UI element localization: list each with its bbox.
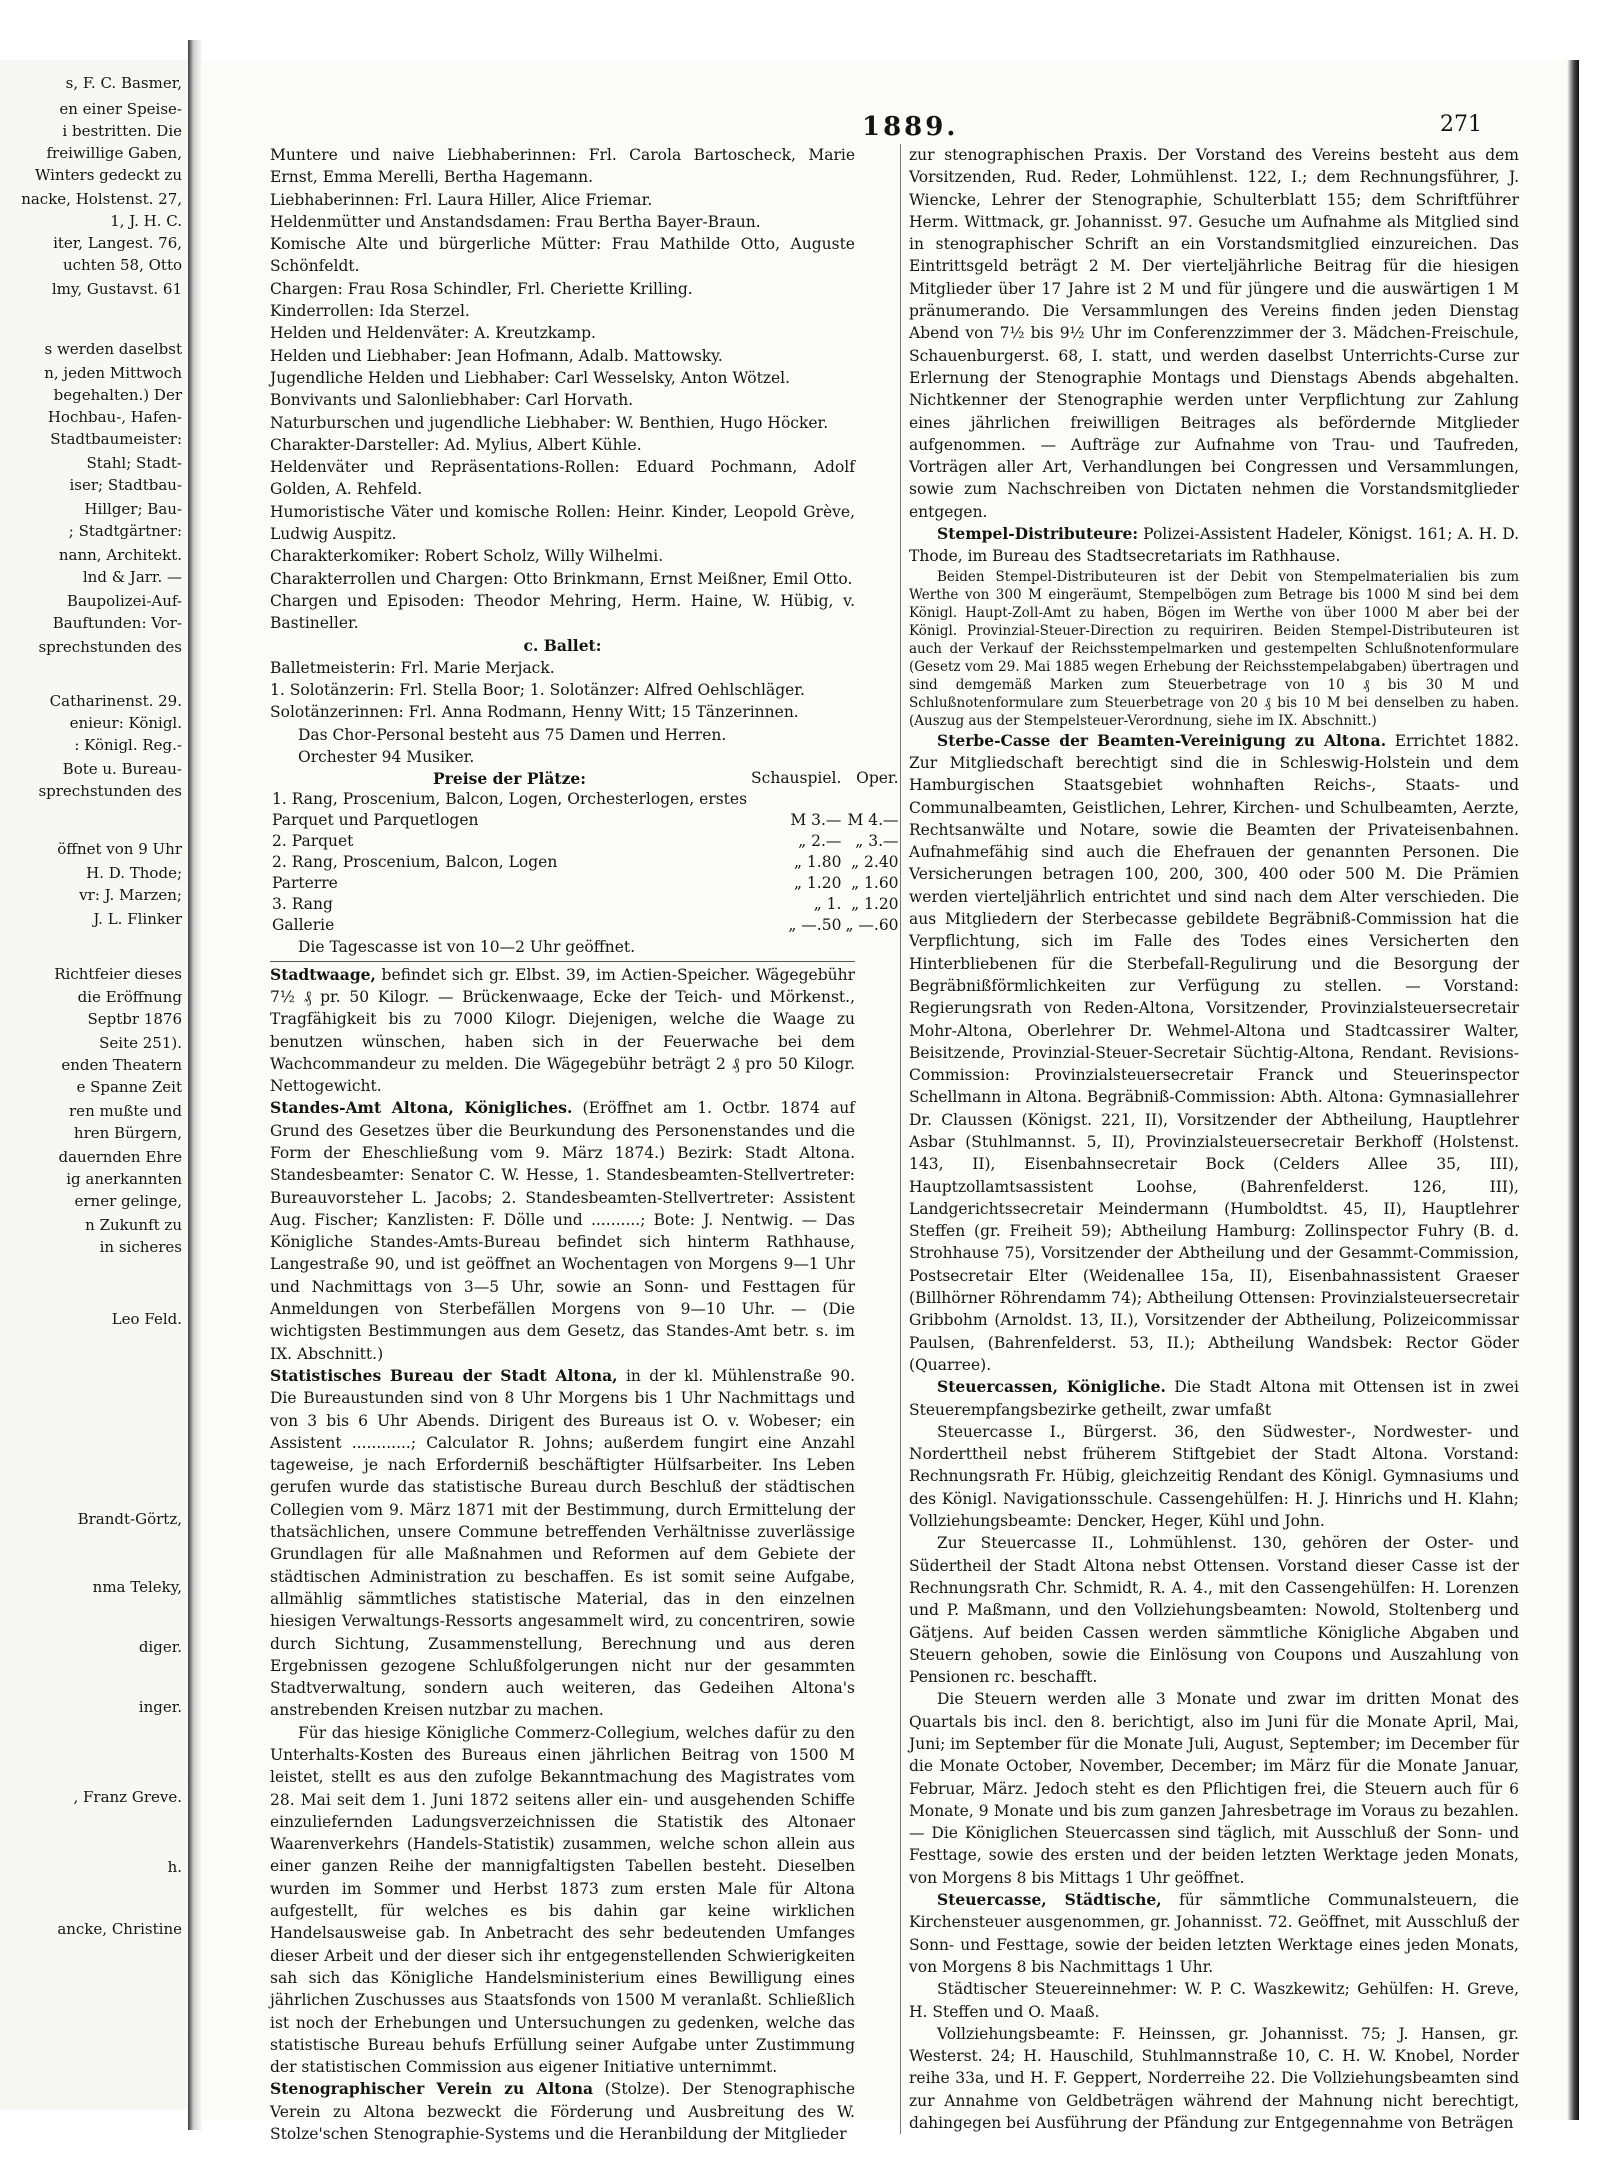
standesamt-title: Standes-Amt Altona, Königliches.: [270, 1098, 573, 1118]
left-page-fragment-line: ren mußte und: [69, 1102, 182, 1120]
price-schauspiel: „ 2.—: [798, 832, 842, 851]
right-page: [202, 60, 1567, 2144]
statistik-body-2: Für das hiesige Königliche Commerz-Collegium, welches dafür zu den Unterhalts-Kosten des Bureaus einen jährlichen Beitrag von 1500 M leistet, stellt es aus den zufolge Bekanntmachung des Magistrates vom 28. Mai seit dem 1. Juni 1872 seitens aller ein- und ausgehenden Schiffe einzuliefernden Ladungsverzeichnissen die Statistik des Altonaer Waarenverkehrs (Handels-Statistik) zusammen, welche schon allein aus einer ganzen Reihe der mannigfaltigsten Tabellen besteht. Dieselben wurden im Sommer und Herbst 1873 zum ersten Male für Altona aufgestellt, für welches es bis dahin gar keine wirklichen Handelsausweise gab. In Anbetracht des sehr bedeutenden Umfanges dieser Arbeit und der dieser sich ihr entgegenstellenden Schwierigkeiten sah sich das Königliche Handelsministerium eines Bewilligung eines jährlichen Zuschusses aus Staatsfonds von 1500 M veranlaßt. Schließlich ist noch der Erhebungen und Untersuchungen zu gedenken, welche das statistische Bureau behufs Erfüllung seiner Aufgabe unter Zustimmung der statistischen Commission aus eigener Initiative unternimmt.: [270, 1723, 855, 2077]
price-footer: Die Tagescasse ist von 10—2 Uhr geöffnet.: [298, 938, 636, 957]
price-oper: M 4.—: [847, 811, 899, 830]
steuercasse-stadt-officers: Vollziehungsbeamte: F. Heinssen, gr. Johannisst. 75; J. Hansen, gr. Westerst. 24; H. Hauschild, Stuhlmannstraße 10, C. H. W. Knobel, Norder reihe 33a, und H. F. Geppert, Norderreihe 22. Die Vollziehungsbeamten sind zur Annahme von Geldbeträgen während der Mahnung nicht berechtigt, dahingegen bei Ausführung der Pfändung zur Entgegennahme von Beträgen: [909, 2024, 1519, 2133]
stadtwaage-entry: [270, 964, 855, 1098]
price-table: [270, 768, 901, 936]
sterbecasse-entry: [909, 730, 1519, 1377]
price-row-label: 2. Parquet: [272, 832, 354, 851]
price-row-label: 1. Rang, Proscenium, Balcon, Logen, Orchesterlogen, erstes: [272, 790, 748, 809]
statistik-title: Statistisches Bureau der Stadt Altona,: [270, 1365, 618, 1385]
cast-line: Charakterrollen und Chargen: Otto Brinkmann, Ernst Meißner, Emil Otto.: [270, 569, 853, 588]
left-page-fragment-line: s werden daselbst: [44, 340, 182, 358]
left-page-fragment-line: Bote u. Bureau-: [62, 760, 182, 778]
stadtwaage-body: befindet sich gr. Elbst. 39, im Actien-Speicher. Wägegebühr 7½ ₰ pr. 50 Kilogr. — Brückenwaage, Ecke der Teich- und Mörkenst., Tragfähigkeit bis zu 7000 Kilogr. Diejenigen, welche die Waage zu benutzen wünschen, haben sich in der Feuerwache bei dem Wachcommandeur zu melden. Die Wägegebühr beträgt 2 ₰ pro 50 Kilogr. Nettogewicht.: [270, 965, 855, 1096]
left-page-fragment-line: Catharinenst. 29.: [49, 692, 182, 710]
left-page-fragment-line: i bestritten. Die: [62, 122, 182, 140]
statistik-body: in der kl. Mühlenstraße 90. Die Bureaustunden sind von 8 Uhr Morgens bis 1 Uhr Nachmittags und von 3 bis 6 Uhr Abends. Dirigent des Bureaus ist O. v. Wobeser; ein Assistent ............; Calculator R. Johns; außerdem fungirt eine Anzahl tageweise, je nach Erforderniß beschäftigter Hülfsarbeiter. Ins Leben gerufen wurde das statistische Bureau durch Beschluß der städtischen Collegien vom 9. März 1871 mit der Bestimmung, durch Ermittelung der thatsächlichen, unsere Commune betreffenden Verhältnisse zuverlässige Grundlagen für alle Maßnahmen und Reformen auf dem Gebiete der städtischen Administration zu beschaffen. Es ist somit seine Aufgabe, allmählig sämmtliches statistische Material, das in den einzelnen hiesigen Verwaltungs-Ressorts angesammelt wird, zu concentriren, sowie durch Sichtung, Zusammenstellung, Berechnung und aus deren Ergebnissen gezogene Schlußfolgerungen nicht nur der gesammten Stadtverwaltung, sondern auch weiteren, das Gedeihen Altona's anstrebenden Kreisen nutzbar zu machen.: [270, 1366, 855, 1720]
left-page-fragment-line: nann, Architekt.: [58, 546, 182, 564]
left-page-fragment-line: die Eröffnung: [77, 988, 182, 1006]
left-page-fragment-line: Hochbau-, Hafen-: [47, 408, 182, 426]
left-column: [270, 144, 899, 2145]
left-page-fragment-line: inger.: [138, 1698, 182, 1716]
left-page-fragment-line: sprechstunden des: [38, 782, 182, 800]
cast-line: Komische Alte und bürgerliche Mütter: Frau Mathilde Otto, Auguste Schönfeldt.: [270, 235, 855, 276]
steuercasse-stadt-body: für sämmtliche Communalsteuern, die Kirchensteuer ausgenommen, gr. Johannisst. 72. Geöffnet, mit Ausschluß der Sonn- und Festtage, sowie der beiden letzten Werktage eines jeden Monats, von Morgens 8 bis Nachmittags 1 Uhr.: [909, 1891, 1519, 1976]
left-page-fragment-line: enden Theatern: [61, 1056, 182, 1074]
sterbecasse-body: Errichtet 1882. Zur Mitgliedschaft berechtigt sind die in Schleswig-Holstein und dem Hamburgischen Staatsgebiet wohnhaften Reichs-, Staats- und Communalbeamten, Geistlichen, Lehrer, Kirchen- und Schulbeamten, Aerzte, Rechtsanwälte und Notare, sowie die Beamten der Privateisenbahnen. Aufnahmefähig sind auch die Ehefrauen der genannten Personen. Die Versicherungen betragen 100, 200, 300, 400 oder 500 M. Die Prämien werden vierteljährlich entrichtet und sind nach dem Alter verschieden. Die aus Mitgliedern der Sterbecasse gebildete Begräbniß-Commission hat die Verpflichtung, sich im Falle des Todes eines Versicherten den Hinterbliebenen für die Sterbefall-Regulirung und die Besorgung der Begräbnißförmlichkeiten zur Verfügung zu stellen. — Vorstand: Regierungsrath von Reden-Altona, Vorsitzender, Provinzialsteuersecretair Mohr-Altona, Oberlehrer Dr. Wehmel-Altona und Stadtcassirer Walter, Beisitzende, Provinzial-Steuer-Secretair Süchtig-Altona, Rendant. Revisions-Commission: Provinzialsteuersecretair Franck und Steuerinspector Schellmann in Altona. Begräbniß-Commission: Abth. Altona: Gymnasiallehrer Dr. Claussen (Königst. 221, II), Vorsitzender der Abtheilung, Hauptlehrer Asbar (Stuhlmannst. 5, II), Provinzialsteuersecretair Berkhoff (Holstenst. 143, II), Eisenbahnsecretair Bock (Celders Allee 35, III), Hauptzollamtsassistent Loohse, (Bahrenfelderst. 126, III), Landgerichtssecretair Meindermann (Humboldtst. 45, II), Hauptlehrer Steffen (gr. Freiheit 59); Abtheilung Hamburg: Zollinspector Fuhry (B. d. Strohhause 75), Vorsitzender der Abtheilung und der Gesammt-Commission, Postsecretair Elter (Weidenallee 15a, II), Eisenbahnassistent Graeser (Billhörner Röhrendamm 74); Abtheilung Ottensen: Provinzialsteuersecretair Gribbohm (Arnoldst. 13, II.), Vorsitzender der Abtheilung, Polizeicommissar Paulsen, (Bahrenfelderst. 53, II.); Abtheilung Wandsbek: Rector Göder (Quarree).: [909, 731, 1520, 1374]
cast-line: Heldenväter und Repräsentations-Rollen: Eduard Pochmann, Adolf Golden, A. Rehfeld.: [270, 458, 855, 499]
standesamt-entry: [270, 1097, 855, 1365]
steuercasse-stadt-title: Steuercasse, Städtische,: [937, 1890, 1162, 1910]
left-page-fragment-line: iter, Langest. 76,: [53, 234, 182, 252]
price-schauspiel: „ 1.20: [793, 874, 842, 893]
left-page-fragment-line: begehalten.) Der: [53, 386, 182, 404]
left-page-fragment-line: lmy, Gustavst. 61: [51, 280, 182, 298]
price-table-header: [270, 768, 901, 789]
price-row-label: 3. Rang: [272, 895, 333, 914]
left-page-fragment-line: Winters gedeckt zu: [35, 166, 182, 184]
cast-line: Bonvivants und Salonliebhaber: Carl Horvath.: [270, 391, 634, 410]
price-schauspiel: „ —.50: [788, 916, 842, 935]
stenograph-title: Stenographischer Verein zu Altona: [270, 2079, 594, 2099]
cast-list: [270, 144, 855, 635]
left-page-fragment-line: Bauftunden: Vor-: [52, 614, 182, 632]
left-page-fragment-line: lnd & Jarr. —: [82, 568, 182, 586]
cast-line: Naturburschen und jugendliche Liebhaber: W. Benthien, Hugo Höcker.: [270, 413, 829, 432]
price-oper: „ 1.20: [851, 895, 899, 914]
left-page-fragment-line: freiwillige Gaben,: [46, 144, 182, 162]
cast-line: Charakterkomiker: Robert Scholz, Willy Wilhelmi.: [270, 547, 664, 566]
price-oper: [843, 789, 900, 810]
price-oper: „ 1.60: [851, 874, 899, 893]
left-page-fragment-line: dauernden Ehre: [58, 1148, 182, 1166]
left-page-fragment-line: Leo Feld.: [111, 1310, 182, 1328]
book-gutter: [188, 40, 202, 2130]
left-page-fragment-line: Stahl; Stadt-: [86, 454, 182, 472]
price-schauspiel: „ 1.: [813, 895, 842, 914]
stenograph-entry: [270, 2078, 855, 2145]
left-page-fragment-line: n, jeden Mittwoch: [44, 364, 182, 382]
cast-line: Heldenmütter und Anstandsdamen: Frau Bertha Bayer-Braun.: [270, 212, 761, 231]
price-oper: „ 3.—: [855, 832, 899, 851]
standesamt-body: (Eröffnet am 1. Octbr. 1874 auf Grund des Gesetzes über die Beurkundung des Personenstandes und die Form der Eheschließung vom 9. März 1874.) Bezirk: Stadt Altona. Standesbeamter: Senator C. W. Hesse, 1. Standesbeamten-Stellvertreter: Bureauvorsteher L. Jacobs; 2. Standesbeamten-Stellvertreter: Assistent Aug. Fischer; Kanzlisten: F. Dölle und ..........; Bote: J. Nentwig. — Das Königliche Standes-Amts-Bureau befindet sich hinterm Rathhause, Langestraße 90, und ist geöffnet an Wochentagen von Morgens 9—1 Uhr und Nachmittags von 3—5 Uhr, sowie an Sonn- und Festtagen für Anmeldungen von Sterbefällen Morgens von 9—10 Uhr. — (Die wichtigsten Bestimmungen aus dem Gesetz, das Standes-Amt betr. s. im IX. Abschnitt.): [270, 1099, 855, 1363]
cast-line: Chargen und Episoden: Theodor Mehring, Herm. Haine, W. Hübig, v. Bastineller.: [270, 591, 855, 633]
page-edge: [1567, 60, 1579, 2120]
price-oper: „ 2.40: [851, 853, 899, 872]
stempel-title: Stempel-Distributeure:: [937, 524, 1139, 544]
chorus-line: Das Chor-Personal besteht aus 75 Damen und Herren.: [298, 725, 727, 744]
left-page-fragment-line: sprechstunden des: [38, 638, 182, 656]
price-schauspiel: M 3.—: [790, 811, 842, 830]
page-header: [262, 112, 1482, 142]
price-schauspiel: „ 1.80: [793, 853, 842, 872]
left-page-fragment-line: Brandt-Görtz,: [77, 1510, 182, 1528]
left-page-fragment-line: H. D. Thode;: [86, 864, 182, 882]
left-page-fragment-line: Stadtbaumeister:: [50, 430, 182, 448]
section-divider: [270, 961, 855, 962]
cast-line: Liebhaberinnen: Frl. Laura Hiller, Alice Friemar.: [270, 190, 653, 209]
statistik-entry: [270, 1365, 855, 1722]
price-row-label: Gallerie: [272, 916, 335, 935]
steuercasse-1: Steuercasse I., Bürgerst. 36, den Südwester-, Nordwester- und Norderttheil nebst früherem Stiftgebiet der Stadt Altona. Vorstand: Rechnungsrath Fr. Hübig, gleichzeitig Rendant des Königl. Gymnasiums und des Königl. Navigationsschule. Cassengehülfen: H. J. Hinrichs und H. Klahn; Vollziehungsbeamte: Dencker, Heger, Kühl und John.: [909, 1422, 1519, 1531]
page-year: 1889.: [862, 112, 959, 142]
left-page-fragment-line: e Spanne Zeit: [76, 1078, 182, 1096]
cast-line: Muntere und naive Liebhaberinnen: Frl. Carola Bartoscheck, Marie Ernst, Emma Merelli, Bertha Hagemann.: [270, 146, 855, 187]
left-page-fragment-line: Seite 251).: [99, 1034, 182, 1052]
ballet-line: Balletmeisterin: Frl. Marie Merjack.: [270, 658, 555, 677]
sterbecasse-title: Sterbe-Casse der Beamten-Vereinigung zu Altona.: [937, 730, 1387, 750]
stenograph-continued: zur stenographischen Praxis. Der Vorstand des Vereins besteht aus dem Vorsitzenden, Rud. Reder, Lohmühlenst. 122, I.; dem Rechnungsführer, J. Wiencke, Lehrer der Stenographie, Schulterblatt 155; dem Schriftführer Herm. Wittmack, gr. Johannisst. 97. Gesuche um Aufnahme als Mitglied sind in stenographischer Schrift an ein Vorstandsmitglied einzureichen. Das Eintrittsgeld beträgt 2 M. Der vierteljährliche Beitrag für die hiesigen Mitglieder über 17 Jahre ist 2 M und für jüngere und die auswärtigen 1 M pränumerando. Die Versammlungen des Vereins finden jeden Dienstag Abend von 7½ bis 9½ Uhr im Conferenzzimmer der 3. Mädchen-Freischule, Schauenburgerst. 68, I. statt, und werden daselbst Unterrichts-Curse zur Erlernung der Stenographie Montags und Dienstags Abends abgehalten. Nichtkenner der Stenographie werden unter Verpflichtung zur Zahlung eines jährlichen freiwilligen Beitrages als befördernde Mitglieder aufgenommen. — Aufträge zur Aufnahme von Trau- und Taufreden, Vorträgen aller Art, Verhandlungen bei Congressen und Versammlungen, sowie zum Nachschreiben von Dictaten nehmen die Vorstandsmitglieder entgegen.: [909, 146, 1519, 521]
price-row: [270, 789, 901, 810]
left-page-fragment-line: J. L. Flinker: [93, 910, 182, 928]
price-table-section: [270, 768, 899, 958]
left-page-fragment-line: ig anerkannten: [66, 1170, 182, 1188]
cast-line: Humoristische Väter und komische Rollen: Heinr. Kinder, Leopold Grève, Ludwig Auspitz.: [270, 502, 855, 544]
price-col-oper: Oper.: [856, 769, 899, 788]
stempel-body: Polizei-Assistent Hadeler, Königst. 161; A. H. D. Thode, im Bureau des Stadtsecretariats im Rathhause.: [909, 525, 1519, 566]
steuercassen-title: Steuercassen, Königliche.: [937, 1377, 1166, 1397]
left-page-fragment-line: Hillger; Bau-: [84, 500, 182, 518]
stempel-entry: [909, 523, 1519, 568]
price-row-label: Parquet und Parquetlogen: [272, 811, 479, 830]
left-page-fragment-line: Baupolizei-Auf-: [66, 592, 182, 610]
price-oper: „ —.60: [845, 916, 899, 935]
steuercasse-stadt-entry: [909, 1889, 1519, 1978]
left-page-fragment-line: 1, J. H. C.: [110, 212, 182, 230]
stadtwaage-title: Stadtwaage,: [270, 964, 376, 984]
left-page-fragment-line: enieur: Königl.: [69, 714, 182, 732]
price-row: [270, 831, 901, 852]
steuercasse-2: Zur Steuercasse II., Lohmühlenst. 130, gehören der Oster- und Südertheil der Stadt Altona nebst Ottensen. Vorstand dieser Casse ist der Rechnungsrath Chr. Schmidt, R. A. 4., mit den Cassengehülfen: H. Lorenzen und P. Maßmann, und den Vollziehungsbeamten: Nowold, Stoltenberg und Gätjens. Auf beiden Cassen werden sämmtliche Königliche Abgaben und Steuern gehoben, sowie die Einlösung von Coupons und Auszahlung von Pensionen rc. beschafft.: [909, 1534, 1519, 1687]
ballet-heading: c. Ballet:: [523, 635, 602, 655]
cast-line: Chargen: Frau Rosa Schindler, Frl. Cheriette Krilling.: [270, 279, 693, 298]
stempel-note: Beiden Stempel-Distributeuren ist der Debit von Stempelmaterialien bis zum Werthe von 300 M eingeräumt, Stempelbögen zum Betrage bis 1000 M sind bei dem Königl. Haupt-Zoll-Amt zu haben, Bögen im Werthe von über 1000 M aber bei der Königl. Provinzial-Steuer-Direction zu requiriren. Beiden Stempel-Distributeuren ist auch der Verkauf der Reichsstempelmarken und gestempelten Schlußnotenformulare (Gesetz vom 29. Mai 1885 wegen Erhebung der Reichsstempelabgaben) übertragen und sind demgemäß Marken zum Steuerbetrage von 10 ₰ bis 30 M und Schlußnotenformulare zum Steuerbetrage von 20 ₰ bis 10 M bei denselben zu haben. (Auszug aus der Stempelsteuer-Verordnung, siehe im IX. Abschnitt.): [909, 568, 1519, 729]
price-row: [270, 852, 901, 873]
stenograph-body: (Stolze). Der Stenographische Verein zu Altona bezweckt die Förderung und Ausbreitung des W. Stolze'schen Stenographie-Systems und die Heranbildung der Mitglieder: [270, 2080, 855, 2144]
cast-line: Jugendliche Helden und Liebhaber: Carl Wesselsky, Anton Wötzel.: [270, 368, 791, 387]
left-page-fragment-line: vr: J. Marzen;: [79, 886, 182, 904]
price-col-schauspiel: Schauspiel.: [751, 769, 842, 788]
left-page-fragment-line: öffnet von 9 Uhr: [57, 840, 182, 858]
price-row: [270, 894, 901, 915]
left-page-fragment-line: , Franz Greve.: [73, 1788, 182, 1806]
price-row: [270, 915, 901, 936]
left-page-fragment-line: diger.: [138, 1638, 182, 1656]
left-page-fragment-line: nma Teleky,: [92, 1578, 182, 1596]
left-page-fragment-line: hren Bürgern,: [73, 1124, 182, 1142]
left-page-fragment-line: ; Stadtgärtner:: [68, 522, 182, 540]
left-page-fragment-line: erner gelinge,: [74, 1192, 182, 1210]
left-page-fragment-line: s, F. C. Basmer,: [65, 74, 182, 92]
left-page-fragment: [0, 60, 191, 2110]
price-schauspiel: [749, 789, 843, 810]
steuercasse-terms: Die Steuern werden alle 3 Monate und zwar im dritten Monat des Quartals bis incl. den 8. berichtigt, also im Juni für die Monate April, Mai, Juni; im September für die Monate Juli, August, September; im December für die Monate October, November, December; im März für die Monate Januar, Februar, März. Jedoch steht es den Pflichtigen frei, die Steuern auch für 6 Monate, 9 Monate und bis zum ganzen Jahresbetrage im Voraus zu bezahlen. — Die Königlichen Steuercassen sind täglich, mit Ausschluß der Sonn- und Festtage, sowie des ersten und der beiden letzten Werktage jeden Monats, von Morgens 8 bis Mittags 1 Uhr geöffnet.: [909, 1690, 1519, 1887]
price-row: [270, 873, 901, 894]
ballet-line: Solotänzerinnen: Frl. Anna Rodmann, Henny Witt; 15 Tänzerinnen.: [270, 703, 799, 722]
cast-line: Helden und Liebhaber: Jean Hofmann, Adalb. Mattowsky.: [270, 346, 723, 365]
left-page-fragment-line: Septbr 1876: [87, 1010, 182, 1028]
cast-line: Charakter-Darsteller: Ad. Mylius, Albert Kühle.: [270, 435, 642, 454]
left-page-fragment-line: nacke, Holstenst. 27,: [21, 190, 182, 208]
left-page-fragment-line: en einer Speise-: [59, 100, 182, 118]
price-row: [270, 810, 901, 831]
left-page-fragment-line: ancke, Christine: [57, 1920, 182, 1938]
steuercassen-entry: [909, 1376, 1519, 1421]
cast-line: Kinderrollen: Ida Sterzel.: [270, 302, 470, 321]
steuercasse-stadt-staff: Städtischer Steuereinnehmer: W. P. C. Waszkewitz; Gehülfen: H. Greve, H. Steffen und O. Maaß.: [909, 1980, 1519, 2021]
left-page-fragment-line: : Königl. Reg.-: [74, 736, 182, 754]
ballet-list: [270, 657, 855, 724]
price-row-label: 2. Rang, Proscenium, Balcon, Logen: [272, 853, 558, 872]
cast-line: Helden und Heldenväter: A. Kreutzkamp.: [270, 324, 596, 343]
price-heading: Preise der Plätze:: [433, 769, 586, 789]
left-page-fragment-line: Richtfeier dieses: [54, 965, 182, 983]
steuercassen-intro: Die Stadt Altona mit Ottensen ist in zwei Steuerempfangsbezirke getheilt, zwar umfaßt: [909, 1378, 1519, 1419]
left-page-fragment-line: in sicheres: [99, 1238, 182, 1256]
price-row-label: Parterre: [272, 874, 338, 893]
left-page-fragment-line: uchten 58, Otto: [62, 256, 182, 274]
left-page-fragment-line: h.: [167, 1858, 182, 1876]
right-column: [900, 144, 1519, 2134]
ballet-line: 1. Solotänzerin: Frl. Stella Boor; 1. Solotänzer: Alfred Oehlschläger.: [270, 681, 805, 700]
left-page-fragment-line: n Zukunft zu: [85, 1216, 182, 1234]
page-number: 271: [1440, 112, 1482, 137]
orchestra-line: Orchester 94 Musiker.: [298, 748, 475, 767]
left-page-fragment-line: iser; Stadtbau-: [69, 476, 182, 494]
